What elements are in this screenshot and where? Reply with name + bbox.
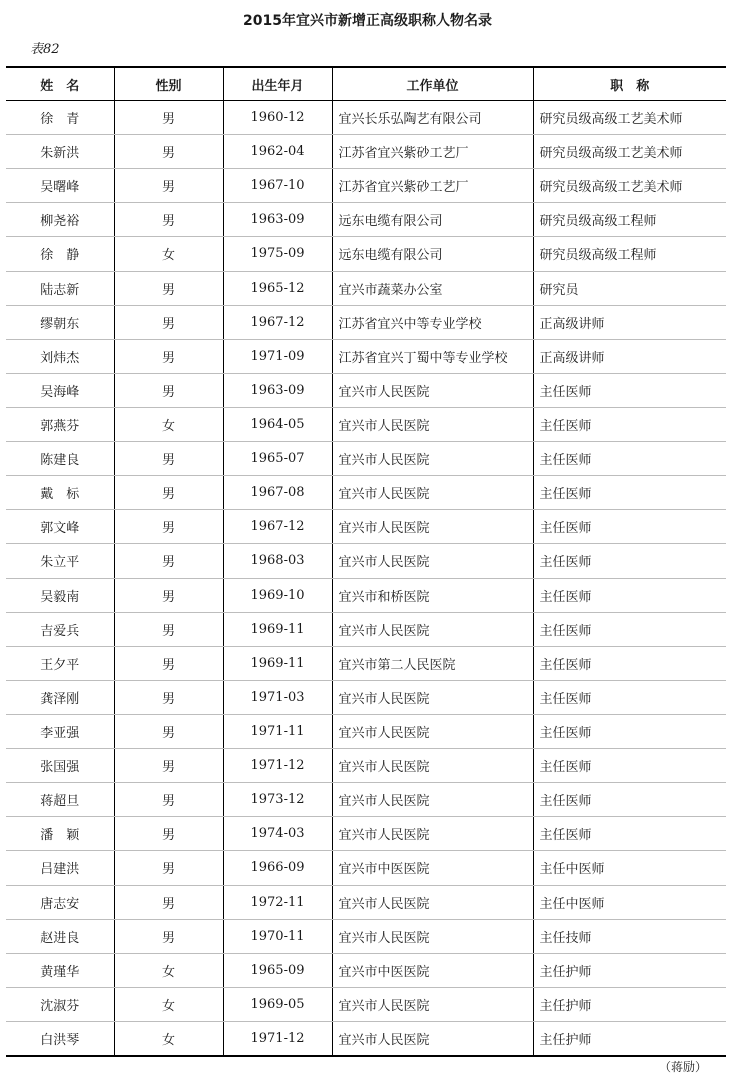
cell-name: 徐 青 bbox=[6, 101, 114, 135]
cell-name: 陈建良 bbox=[6, 442, 114, 476]
cell-name: 吴曙峰 bbox=[6, 169, 114, 203]
cell-birth: 1971-11 bbox=[223, 714, 332, 748]
cell-name: 朱新洪 bbox=[6, 135, 114, 169]
cell-sex: 女 bbox=[114, 1021, 223, 1056]
cell-birth: 1963-09 bbox=[223, 373, 332, 407]
cell-name: 郭文峰 bbox=[6, 510, 114, 544]
cell-birth: 1964-05 bbox=[223, 407, 332, 441]
cell-sex: 男 bbox=[114, 442, 223, 476]
cell-sex: 男 bbox=[114, 101, 223, 135]
cell-sex: 女 bbox=[114, 237, 223, 271]
cell-birth: 1960-12 bbox=[223, 101, 332, 135]
cell-birth: 1972-11 bbox=[223, 885, 332, 919]
table-row bbox=[6, 339, 726, 373]
cell-birth: 1971-09 bbox=[223, 339, 332, 373]
cell-title: 主任技师 bbox=[533, 919, 726, 953]
cell-unit: 江苏省宜兴丁蜀中等专业学校 bbox=[332, 339, 533, 373]
cell-name: 赵进良 bbox=[6, 919, 114, 953]
cell-unit: 远东电缆有限公司 bbox=[332, 237, 533, 271]
cell-birth: 1968-03 bbox=[223, 544, 332, 578]
cell-unit: 宜兴市人民医院 bbox=[332, 783, 533, 817]
cell-unit: 江苏省宜兴中等专业学校 bbox=[332, 305, 533, 339]
cell-unit: 宜兴市人民医院 bbox=[332, 442, 533, 476]
cell-title: 主任医师 bbox=[533, 612, 726, 646]
cell-name: 吕建洪 bbox=[6, 851, 114, 885]
cell-sex: 男 bbox=[114, 203, 223, 237]
cell-title: 正高级讲师 bbox=[533, 305, 726, 339]
cell-title: 主任医师 bbox=[533, 646, 726, 680]
cell-name: 刘炜杰 bbox=[6, 339, 114, 373]
cell-unit: 宜兴市人民医院 bbox=[332, 885, 533, 919]
table-row bbox=[6, 817, 726, 851]
cell-unit: 宜兴市人民医院 bbox=[332, 919, 533, 953]
table-row bbox=[6, 714, 726, 748]
cell-name: 缪朝东 bbox=[6, 305, 114, 339]
cell-unit: 远东电缆有限公司 bbox=[332, 203, 533, 237]
header-birth: 出生年月 bbox=[223, 67, 332, 101]
header-sex: 性别 bbox=[114, 67, 223, 101]
cell-name: 吴毅南 bbox=[6, 578, 114, 612]
table-row bbox=[6, 851, 726, 885]
cell-unit: 宜兴市和桥医院 bbox=[332, 578, 533, 612]
cell-sex: 男 bbox=[114, 578, 223, 612]
table-row bbox=[6, 578, 726, 612]
table-row bbox=[6, 987, 726, 1021]
cell-birth: 1969-11 bbox=[223, 612, 332, 646]
table-row bbox=[6, 953, 726, 987]
cell-name: 白洪琴 bbox=[6, 1021, 114, 1056]
cell-title: 主任医师 bbox=[533, 544, 726, 578]
cell-unit: 江苏省宜兴紫砂工艺厂 bbox=[332, 169, 533, 203]
table-row bbox=[6, 476, 726, 510]
table-row bbox=[6, 680, 726, 714]
cell-birth: 1963-09 bbox=[223, 203, 332, 237]
cell-title: 主任医师 bbox=[533, 578, 726, 612]
cell-birth: 1967-10 bbox=[223, 169, 332, 203]
cell-sex: 男 bbox=[114, 749, 223, 783]
table-row bbox=[6, 544, 726, 578]
cell-title: 研究员级高级工程师 bbox=[533, 203, 726, 237]
cell-name: 沈淑芬 bbox=[6, 987, 114, 1021]
table-row bbox=[6, 407, 726, 441]
personnel-table bbox=[6, 66, 726, 1057]
cell-title: 主任医师 bbox=[533, 510, 726, 544]
cell-sex: 男 bbox=[114, 817, 223, 851]
cell-birth: 1975-09 bbox=[223, 237, 332, 271]
table-row bbox=[6, 203, 726, 237]
cell-sex: 女 bbox=[114, 953, 223, 987]
cell-name: 潘 颖 bbox=[6, 817, 114, 851]
table-number: 表82 bbox=[30, 42, 60, 57]
cell-unit: 宜兴市蔬菜办公室 bbox=[332, 271, 533, 305]
cell-birth: 1967-08 bbox=[223, 476, 332, 510]
cell-name: 吉爱兵 bbox=[6, 612, 114, 646]
cell-name: 朱立平 bbox=[6, 544, 114, 578]
table-row bbox=[6, 646, 726, 680]
table-row bbox=[6, 442, 726, 476]
header-name: 姓 名 bbox=[6, 67, 114, 101]
table-row bbox=[6, 305, 726, 339]
cell-name: 吴海峰 bbox=[6, 373, 114, 407]
cell-unit: 宜兴市人民医院 bbox=[332, 817, 533, 851]
cell-unit: 宜兴市人民医院 bbox=[332, 612, 533, 646]
table-row bbox=[6, 783, 726, 817]
cell-unit: 宜兴市中医医院 bbox=[332, 953, 533, 987]
cell-birth: 1969-11 bbox=[223, 646, 332, 680]
cell-unit: 江苏省宜兴紫砂工艺厂 bbox=[332, 135, 533, 169]
cell-unit: 宜兴市人民医院 bbox=[332, 373, 533, 407]
cell-birth: 1965-09 bbox=[223, 953, 332, 987]
page-title: 2015年宜兴市新增正高级职称人物名录 bbox=[243, 13, 492, 29]
cell-birth: 1962-04 bbox=[223, 135, 332, 169]
cell-title: 主任护师 bbox=[533, 1021, 726, 1056]
table-row bbox=[6, 169, 726, 203]
table-row bbox=[6, 510, 726, 544]
cell-unit: 宜兴市人民医院 bbox=[332, 1021, 533, 1056]
cell-sex: 男 bbox=[114, 510, 223, 544]
cell-title: 主任医师 bbox=[533, 680, 726, 714]
cell-title: 主任护师 bbox=[533, 953, 726, 987]
table-row bbox=[6, 919, 726, 953]
cell-name: 柳尧裕 bbox=[6, 203, 114, 237]
cell-sex: 男 bbox=[114, 612, 223, 646]
cell-birth: 1971-03 bbox=[223, 680, 332, 714]
cell-sex: 女 bbox=[114, 407, 223, 441]
cell-sex: 男 bbox=[114, 305, 223, 339]
cell-title: 主任医师 bbox=[533, 783, 726, 817]
cell-sex: 男 bbox=[114, 476, 223, 510]
table-row bbox=[6, 373, 726, 407]
cell-sex: 男 bbox=[114, 271, 223, 305]
cell-name: 戴 标 bbox=[6, 476, 114, 510]
table-row bbox=[6, 237, 726, 271]
cell-title: 主任护师 bbox=[533, 987, 726, 1021]
cell-sex: 男 bbox=[114, 373, 223, 407]
table-row bbox=[6, 1021, 726, 1056]
cell-title: 研究员级高级工程师 bbox=[533, 237, 726, 271]
cell-name: 黄瑾华 bbox=[6, 953, 114, 987]
cell-title: 研究员级高级工艺美术师 bbox=[533, 101, 726, 135]
cell-sex: 男 bbox=[114, 680, 223, 714]
table-body bbox=[6, 101, 726, 1057]
cell-title: 主任医师 bbox=[533, 373, 726, 407]
header-title: 职 称 bbox=[533, 67, 726, 101]
cell-title: 研究员级高级工艺美术师 bbox=[533, 169, 726, 203]
cell-sex: 男 bbox=[114, 919, 223, 953]
cell-unit: 宜兴市人民医院 bbox=[332, 544, 533, 578]
cell-sex: 男 bbox=[114, 885, 223, 919]
cell-unit: 宜兴市人民医院 bbox=[332, 714, 533, 748]
cell-unit: 宜兴市人民医院 bbox=[332, 987, 533, 1021]
table-header-row bbox=[6, 67, 726, 101]
cell-title: 主任医师 bbox=[533, 407, 726, 441]
cell-sex: 男 bbox=[114, 339, 223, 373]
cell-title: 主任医师 bbox=[533, 714, 726, 748]
cell-unit: 宜兴长乐弘陶艺有限公司 bbox=[332, 101, 533, 135]
header-unit: 工作单位 bbox=[332, 67, 533, 101]
cell-birth: 1969-10 bbox=[223, 578, 332, 612]
cell-sex: 男 bbox=[114, 783, 223, 817]
compiler-credit: （蒋励） bbox=[658, 1060, 707, 1074]
cell-birth: 1973-12 bbox=[223, 783, 332, 817]
cell-unit: 宜兴市人民医院 bbox=[332, 407, 533, 441]
table-row bbox=[6, 749, 726, 783]
cell-unit: 宜兴市第二人民医院 bbox=[332, 646, 533, 680]
table-row bbox=[6, 885, 726, 919]
cell-birth: 1967-12 bbox=[223, 305, 332, 339]
cell-sex: 男 bbox=[114, 169, 223, 203]
cell-name: 徐 静 bbox=[6, 237, 114, 271]
cell-birth: 1967-12 bbox=[223, 510, 332, 544]
cell-name: 陆志新 bbox=[6, 271, 114, 305]
cell-sex: 男 bbox=[114, 135, 223, 169]
table-row bbox=[6, 101, 726, 135]
cell-title: 主任医师 bbox=[533, 749, 726, 783]
cell-birth: 1965-12 bbox=[223, 271, 332, 305]
cell-unit: 宜兴市中医医院 bbox=[332, 851, 533, 885]
table-row bbox=[6, 612, 726, 646]
cell-sex: 女 bbox=[114, 987, 223, 1021]
cell-sex: 男 bbox=[114, 544, 223, 578]
cell-birth: 1971-12 bbox=[223, 1021, 332, 1056]
cell-name: 王夕平 bbox=[6, 646, 114, 680]
cell-title: 主任医师 bbox=[533, 442, 726, 476]
cell-sex: 男 bbox=[114, 851, 223, 885]
cell-name: 蒋超旦 bbox=[6, 783, 114, 817]
cell-sex: 男 bbox=[114, 714, 223, 748]
cell-birth: 1965-07 bbox=[223, 442, 332, 476]
cell-title: 主任医师 bbox=[533, 817, 726, 851]
cell-name: 郭燕芬 bbox=[6, 407, 114, 441]
cell-birth: 1971-12 bbox=[223, 749, 332, 783]
cell-title: 研究员级高级工艺美术师 bbox=[533, 135, 726, 169]
cell-name: 龚泽刚 bbox=[6, 680, 114, 714]
cell-unit: 宜兴市人民医院 bbox=[332, 749, 533, 783]
cell-name: 李亚强 bbox=[6, 714, 114, 748]
cell-unit: 宜兴市人民医院 bbox=[332, 680, 533, 714]
cell-unit: 宜兴市人民医院 bbox=[332, 476, 533, 510]
cell-birth: 1969-05 bbox=[223, 987, 332, 1021]
cell-name: 张国强 bbox=[6, 749, 114, 783]
cell-name: 唐志安 bbox=[6, 885, 114, 919]
cell-birth: 1974-03 bbox=[223, 817, 332, 851]
cell-title: 正高级讲师 bbox=[533, 339, 726, 373]
cell-birth: 1970-11 bbox=[223, 919, 332, 953]
cell-unit: 宜兴市人民医院 bbox=[332, 510, 533, 544]
cell-birth: 1966-09 bbox=[223, 851, 332, 885]
cell-title: 主任中医师 bbox=[533, 885, 726, 919]
table-row bbox=[6, 271, 726, 305]
cell-sex: 男 bbox=[114, 646, 223, 680]
cell-title: 研究员 bbox=[533, 271, 726, 305]
cell-title: 主任中医师 bbox=[533, 851, 726, 885]
cell-title: 主任医师 bbox=[533, 476, 726, 510]
table-row bbox=[6, 135, 726, 169]
